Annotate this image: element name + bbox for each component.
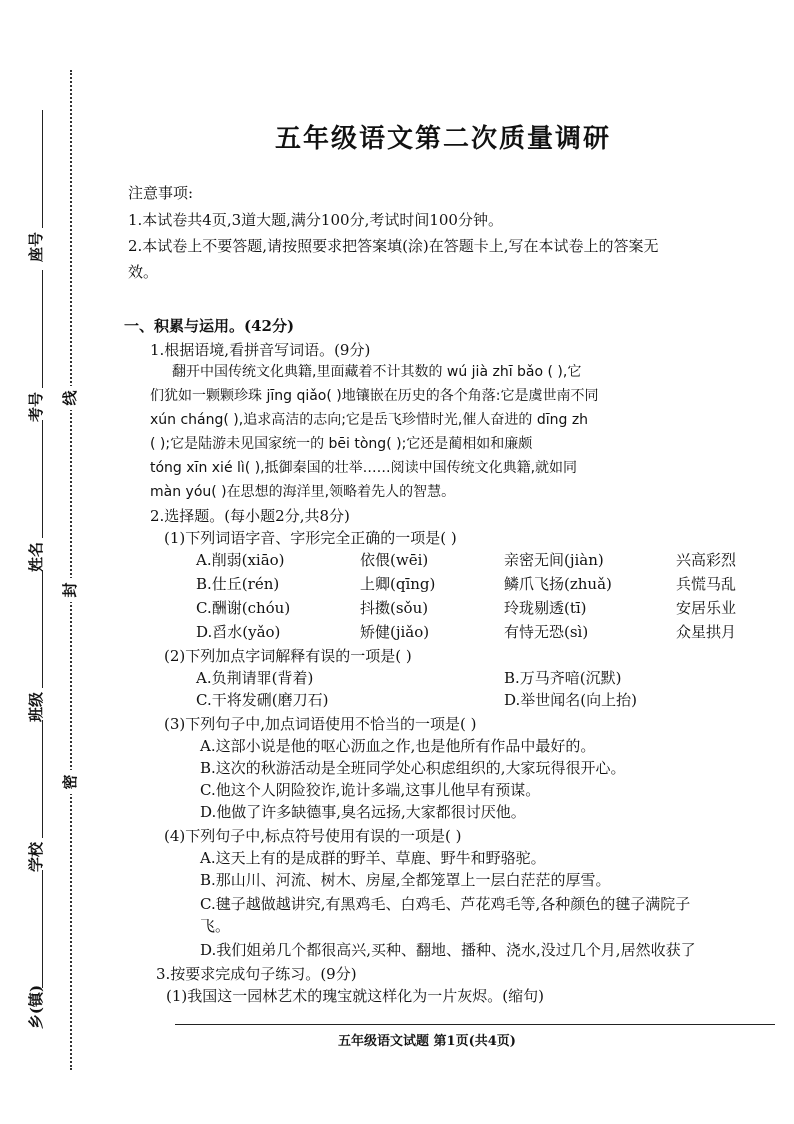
field-label: 学校	[27, 842, 45, 873]
notice-item: 2.本试卷上不要答题,请按照要求把答案填(涂)在答题卡上,写在本试卷上的答案无	[128, 237, 659, 255]
option-cell: 安居乐业	[676, 599, 737, 617]
option-line: 飞。	[200, 917, 231, 935]
option-cell: 玲珑剔透(tī)	[504, 599, 587, 617]
field-underline	[42, 110, 43, 228]
passage-line: xún cháng( ),追求高洁的志向;它是岳飞珍惜时光,催人奋进的 dīng zh	[150, 412, 589, 428]
field-township[interactable]	[2, 870, 72, 1030]
option-cell: 亲密无间(jiàn)	[504, 551, 604, 569]
option-cell: 兴高彩烈	[676, 551, 737, 569]
option-line: D.他做了许多缺德事,臭名远扬,大家都很讨厌他。	[200, 803, 526, 821]
question-title: 3.按要求完成句子练习。(9分)	[156, 965, 357, 983]
field-label: 乡(镇)	[27, 984, 45, 1030]
option-cell: A.负荆请罪(背着)	[196, 669, 314, 687]
field-label: 考号	[27, 392, 45, 423]
option-cell: 鳞爪飞扬(zhuǎ)	[504, 575, 612, 593]
sub-question-stem: (3)下列句子中,加点词语使用不恰当的一项是( )	[164, 715, 477, 733]
option-cell: 矫健(jiǎo)	[360, 623, 430, 641]
seal-char-xian: 线	[58, 386, 82, 410]
field-exam-number[interactable]	[2, 270, 72, 423]
option-line: D.我们姐弟几个都很高兴,买种、翻地、播种、浇水,没过几个月,居然收获了	[200, 941, 696, 959]
sub-question-stem: (4)下列句子中,标点符号使用有误的一项是( )	[164, 827, 462, 845]
option-cell: B.仕丘(rén)	[196, 575, 280, 593]
passage-line: ( );它是陆游未见国家统一的 bēi tòng( );它还是蔺相如和廉颇	[150, 436, 533, 452]
option-cell: 众星拱月	[676, 623, 737, 641]
field-underline	[42, 570, 43, 688]
field-underline	[42, 720, 43, 838]
footer-rule	[175, 1024, 775, 1025]
option-cell: D.舀水(yǎo)	[196, 623, 281, 641]
option-cell: C.干将发硎(磨刀石)	[196, 691, 329, 709]
field-label: 姓名	[27, 542, 45, 573]
section-heading: 一、积累与运用。(42分)	[124, 317, 295, 335]
field-underline	[42, 420, 43, 538]
option-cell: 抖擞(sǒu)	[360, 599, 429, 617]
option-line: A.这天上有的是成群的野羊、草鹿、野牛和野骆驼。	[200, 849, 546, 867]
option-cell: B.万马齐喑(沉默)	[504, 669, 622, 687]
option-cell: D.举世闻名(向上抬)	[504, 691, 637, 709]
exam-page	[120, 0, 794, 1124]
option-line: A.这部小说是他的呕心沥血之作,也是他所有作品中最好的。	[200, 737, 596, 755]
field-seat-number[interactable]	[2, 110, 72, 263]
passage-line: màn yóu( )在思想的海洋里,领略着先人的智慧。	[150, 484, 456, 500]
option-cell: C.酬谢(chóu)	[196, 599, 291, 617]
question-title: 1.根据语境,看拼音写词语。(9分)	[150, 341, 371, 359]
option-cell: 有恃无恐(sì)	[504, 623, 589, 641]
binding-strip	[0, 0, 100, 1124]
option-line: B.那山川、河流、树木、房屋,全都笼罩上一层白茫茫的厚雪。	[200, 871, 611, 889]
seal-char-feng: 封	[58, 578, 82, 602]
seal-char-mi: 密	[58, 770, 82, 794]
field-school[interactable]	[2, 720, 72, 873]
page-title: 五年级语文第二次质量调研	[275, 124, 612, 154]
sub-question-stem: (1)下列词语字音、字形完全正确的一项是( )	[164, 529, 457, 547]
notice-item: 1.本试卷共4页,3道大题,满分100分,考试时间100分钟。	[128, 211, 503, 229]
notice-item: 效。	[128, 263, 159, 281]
field-class[interactable]	[2, 570, 72, 723]
notice-heading: 注意事项:	[128, 184, 194, 202]
sub-question-stem: (1)我国这一园林艺术的瑰宝就这样化为一片灰烬。(缩句)	[166, 987, 544, 1005]
question-title: 2.选择题。(每小题2分,共8分)	[150, 507, 350, 525]
passage-line: 翻开中国传统文化典籍,里面藏着不计其数的 wú jià zhī bǎo ( ),它	[172, 364, 582, 380]
passage-line: 们犹如一颗颗珍珠 jīng qiǎo( )地镶嵌在历史的各个角落:它是虞世南不同	[150, 388, 599, 404]
sub-question-stem: (2)下列加点字词解释有误的一项是( )	[164, 647, 412, 665]
option-cell: 兵慌马乱	[676, 575, 737, 593]
option-line: B.这次的秋游活动是全班同学处心积虑组织的,大家玩得很开心。	[200, 759, 626, 777]
option-cell: A.削弱(xiāo)	[196, 551, 285, 569]
field-label: 班级	[27, 692, 45, 723]
field-underline	[42, 270, 43, 388]
passage-line: tóng xīn xié lì( ),抵御秦国的壮举……阅读中国传统文化典籍,就如同	[150, 460, 578, 476]
field-underline	[42, 870, 43, 988]
field-name[interactable]	[2, 420, 72, 573]
page-footer: 五年级语文试题 第1页(共4页)	[338, 1034, 516, 1049]
option-cell: 上卿(qīng)	[360, 575, 436, 593]
option-line: C.他这个人阴险狡诈,诡计多端,这事儿他早有预谋。	[200, 781, 541, 799]
option-cell: 依偎(wēi)	[360, 551, 429, 569]
field-label: 座号	[27, 232, 45, 263]
option-line: C.毽子越做越讲究,有黑鸡毛、白鸡毛、芦花鸡毛等,各种颜色的毽子满院子	[200, 895, 691, 913]
